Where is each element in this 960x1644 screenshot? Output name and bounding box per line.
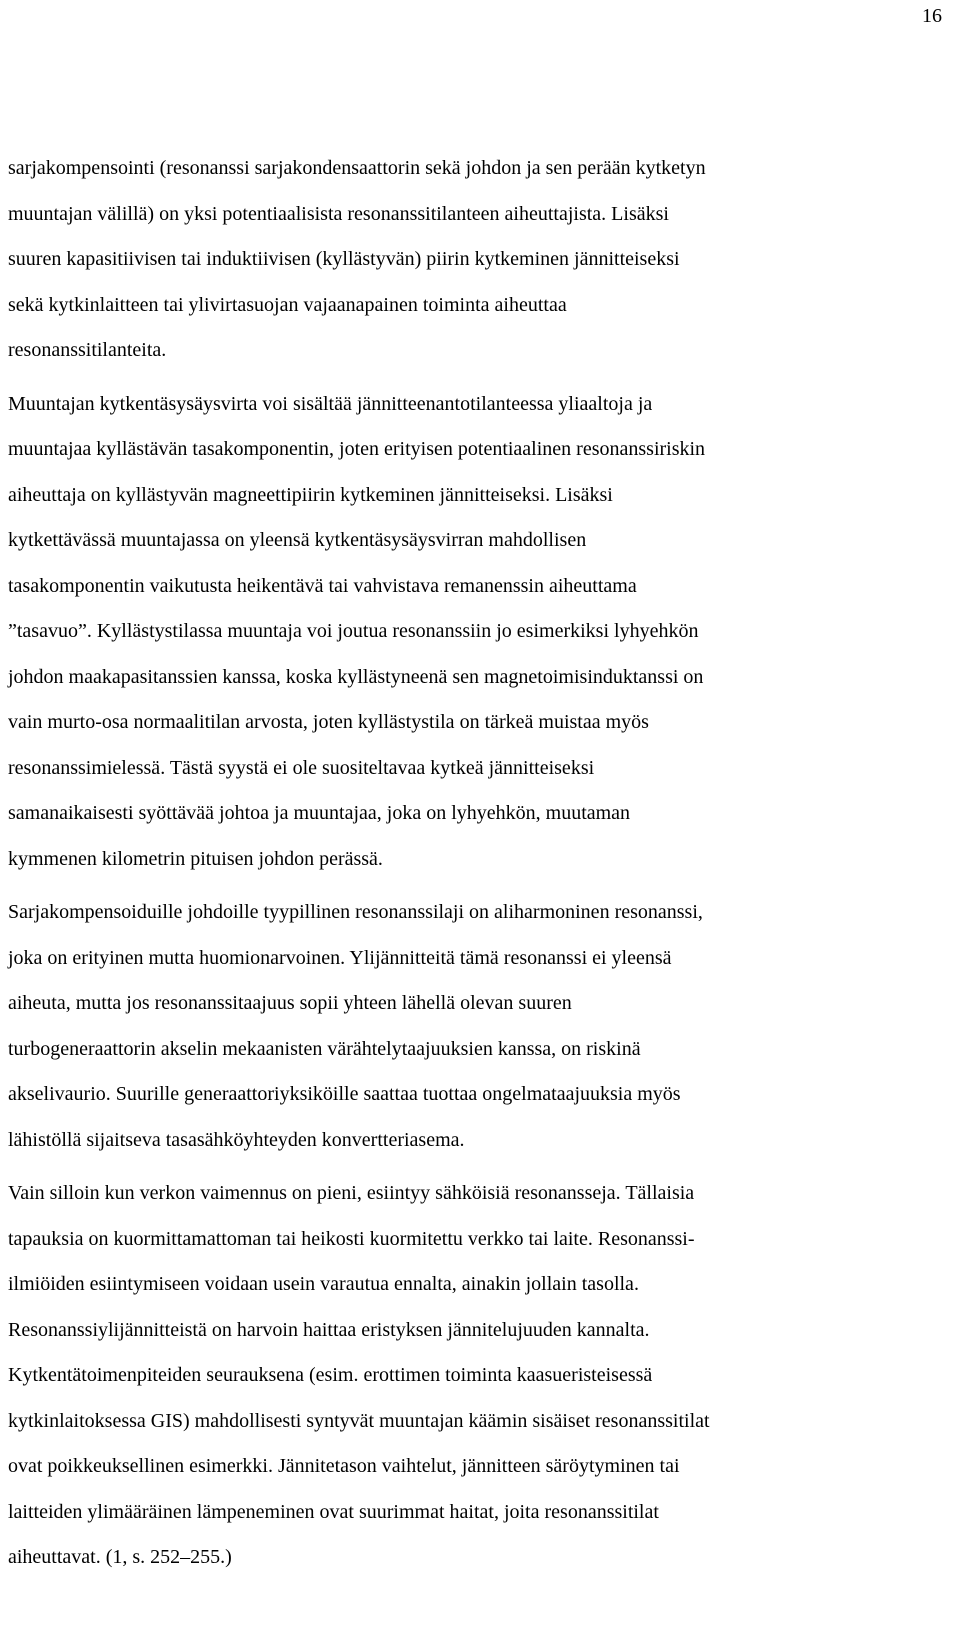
- text-line: vain murto-osa normaalitilan arvosta, joten kyllästystila on tärkeä muistaa myös: [8, 711, 649, 733]
- text-line: suuren kapasitiivisen tai induktiivisen (kyllästyvän) piirin kytkeminen jännitteiseksi: [8, 248, 680, 270]
- text-line: Resonanssiylijännitteistä on harvoin haittaa eristyksen jännitelujuuden kannalta.: [8, 1318, 650, 1341]
- text-line: aiheuttaja on kyllästyvän magneettipiirin kytkeminen jännitteiseksi. Lisäksi: [8, 483, 613, 506]
- paragraph-1: [8, 146, 948, 374]
- text-line: sarjakompensointi (resonanssi sarjakondensaattorin sekä johdon ja sen perään kytketyn: [8, 157, 706, 179]
- paragraph-2: [8, 382, 948, 883]
- text-line: Kytkentätoimenpiteiden seurauksena (esim. erottimen toiminta kaasueristeisessä: [8, 1364, 653, 1386]
- text-line: Muuntajan kytkentäsysäysvirta voi sisältää jännitteenantotilanteessa yliaaltoja ja: [8, 392, 653, 415]
- text-line: johdon maakapasitanssien kanssa, koska kyllästyneenä sen magnetoimisinduktanssi on: [8, 665, 704, 688]
- text-line: turbogeneraattorin akselin mekaanisten värähtelytaajuuksien kanssa, on riskinä: [8, 1037, 641, 1060]
- paragraph-3: [8, 890, 948, 1163]
- text-line: laitteiden ylimääräinen lämpeneminen ovat suurimmat haitat, joita resonanssitilat: [8, 1500, 659, 1523]
- paragraph-4: [8, 1171, 948, 1581]
- text-line: ilmiöiden esiintymiseen voidaan usein varautua ennalta, ainakin jollain tasolla.: [8, 1273, 639, 1295]
- text-line: aiheuta, mutta jos resonanssitaajuus sopii yhteen lähellä olevan suuren: [8, 992, 572, 1014]
- text-line: muuntajan välillä) on yksi potentiaalisista resonanssitilanteen aiheuttajista. Lisäksi: [8, 202, 669, 225]
- text-line: tapauksia on kuormittamattoman tai heikosti kuormitettu verkko tai laite. Resonanssi-: [8, 1227, 695, 1250]
- text-line: Vain silloin kun verkon vaimennus on pieni, esiintyy sähköisiä resonansseja. Tällaisia: [8, 1182, 695, 1204]
- text-line: resonanssitilanteita.: [8, 339, 167, 361]
- text-line: joka on erityinen mutta huomionarvoinen. Ylijännitteitä tämä resonanssi ei yleensä: [8, 946, 672, 969]
- document-body: [8, 146, 948, 1581]
- text-line: aiheuttavat. (1, s. 252–255.): [8, 1546, 232, 1568]
- text-line: muuntajaa kyllästävän tasakomponentin, joten erityisen potentiaalinen resonanssiriskin: [8, 438, 706, 460]
- text-line: ovat poikkeuksellinen esimerkki. Jännitetason vaihtelut, jännitteen säröytyminen tai: [8, 1455, 680, 1477]
- text-line: tasakomponentin vaikutusta heikentävä tai vahvistava remanenssin aiheuttama: [8, 574, 637, 597]
- text-line: kymmenen kilometrin pituisen johdon perässä.: [8, 847, 383, 870]
- text-line: resonanssimielessä. Tästä syystä ei ole suositeltavaa kytkeä jännitteiseksi: [8, 756, 595, 779]
- text-line: Sarjakompensoiduille johdoille tyypillinen resonanssilaji on aliharmoninen resonanssi,: [8, 901, 703, 923]
- text-line: sekä kytkinlaitteen tai ylivirtasuojan vajaanapainen toiminta aiheuttaa: [8, 293, 567, 316]
- page-number: 16: [922, 5, 942, 27]
- text-line: kytkettävässä muuntajassa on yleensä kytkentäsysäysvirran mahdollisen: [8, 529, 587, 551]
- text-line: ”tasavuo”. Kyllästystilassa muuntaja voi joutua resonanssiin jo esimerkiksi lyhyehkön: [8, 620, 699, 642]
- text-line: akselivaurio. Suurille generaattoriyksiköille saattaa tuottaa ongelmataajuuksia myös: [8, 1083, 681, 1105]
- text-line: kytkinlaitoksessa GIS) mahdollisesti syntyvät muuntajan käämin sisäiset resonanssitilat: [8, 1409, 710, 1432]
- text-line: lähistöllä sijaitseva tasasähköyhteyden konvertteriasema.: [8, 1128, 465, 1151]
- text-line: samanaikaisesti syöttävää johtoa ja muuntajaa, joka on lyhyehkön, muutaman: [8, 802, 631, 824]
